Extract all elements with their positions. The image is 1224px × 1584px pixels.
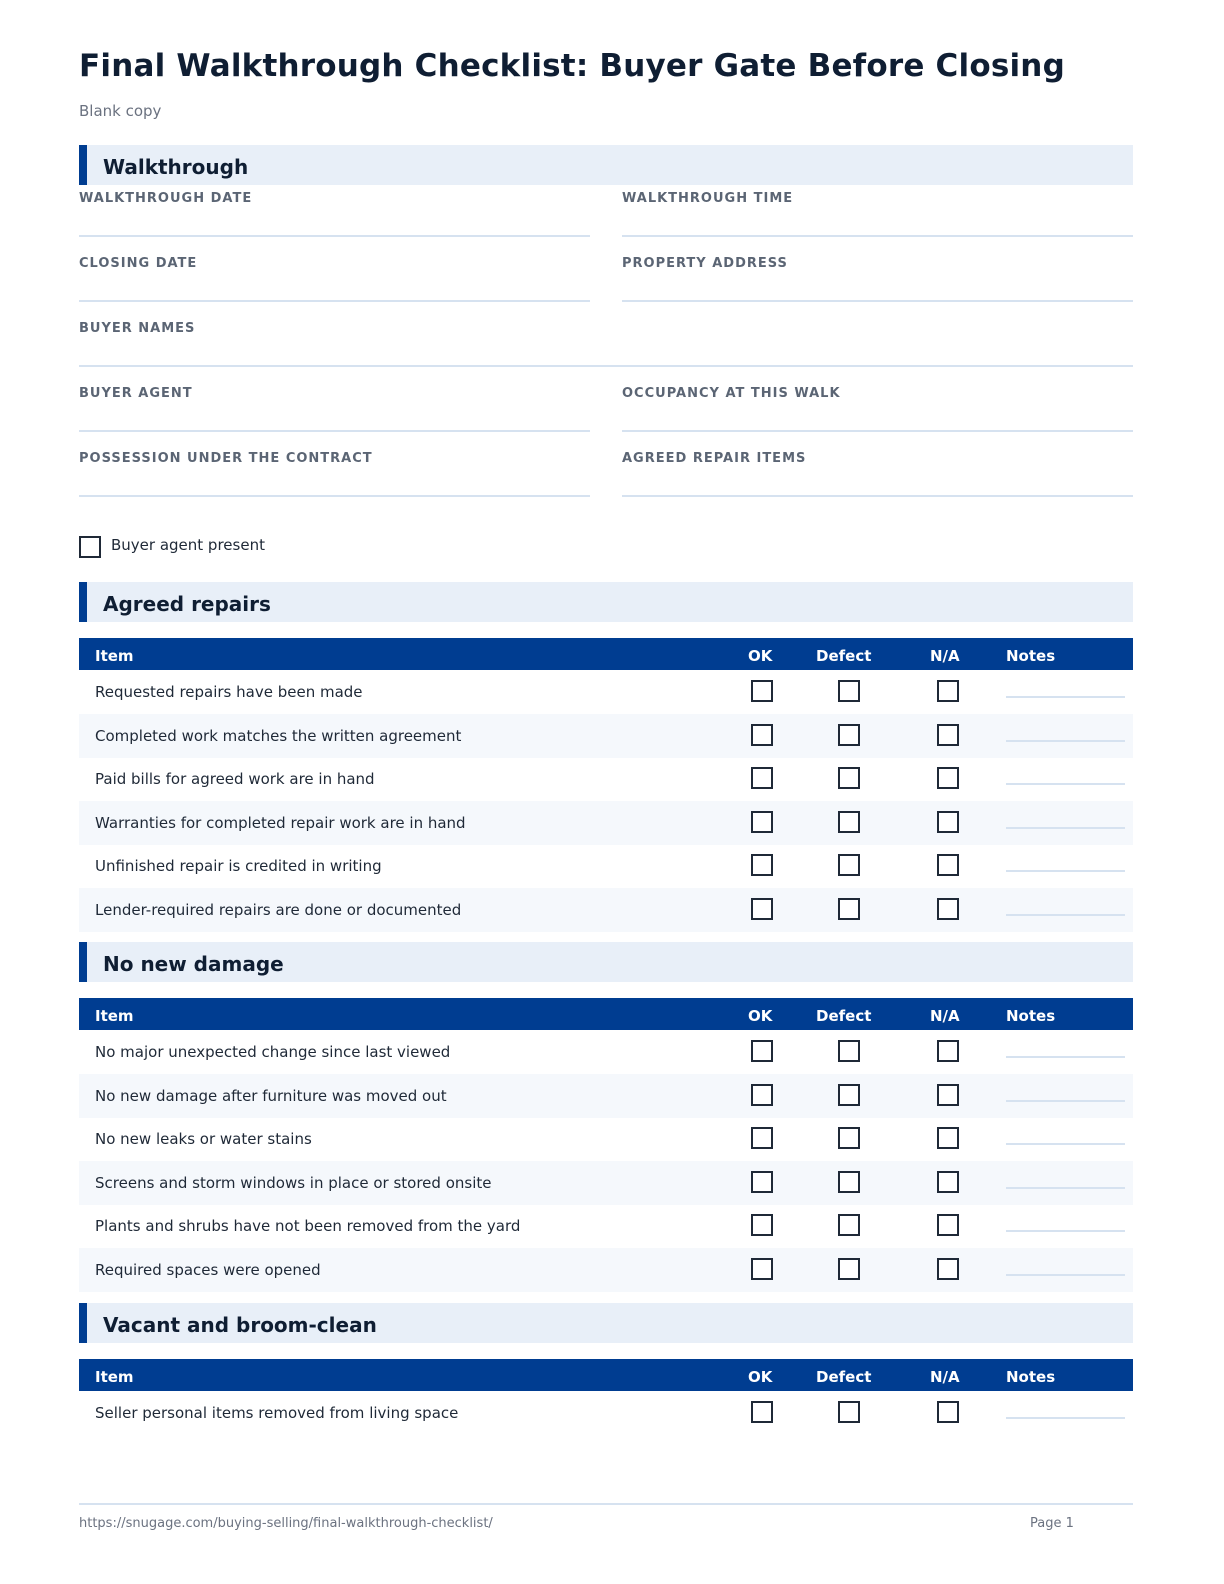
table-row bbox=[79, 1204, 1133, 1248]
na-checkbox[interactable] bbox=[937, 1214, 959, 1236]
defect-checkbox[interactable] bbox=[838, 1401, 860, 1423]
item-label: Requested repairs have been made bbox=[95, 683, 363, 701]
table-row bbox=[79, 1248, 1133, 1292]
ok-checkbox[interactable] bbox=[751, 767, 773, 789]
field-label: PROPERTY ADDRESS bbox=[622, 256, 788, 271]
item-label: Warranties for completed repair work are in hand bbox=[95, 813, 466, 832]
section-heading-label: Agreed repairs bbox=[103, 592, 271, 616]
buyer-agent-field[interactable] bbox=[79, 379, 590, 432]
na-checkbox[interactable] bbox=[937, 1401, 959, 1423]
item-label: Screens and storm windows in place or stored onsite bbox=[95, 1173, 492, 1192]
notes-field[interactable] bbox=[1006, 1274, 1125, 1276]
defect-checkbox[interactable] bbox=[838, 1040, 860, 1062]
na-checkbox[interactable] bbox=[937, 1127, 959, 1149]
notes-field[interactable] bbox=[1006, 914, 1125, 916]
col-notes-header: Notes bbox=[1006, 1007, 1056, 1025]
ok-checkbox[interactable] bbox=[751, 1127, 773, 1149]
field-label: WALKTHROUGH TIME bbox=[622, 191, 794, 206]
table-row bbox=[79, 714, 1133, 758]
defect-checkbox[interactable] bbox=[838, 680, 860, 702]
table-row bbox=[79, 1391, 1133, 1435]
ok-checkbox[interactable] bbox=[751, 1214, 773, 1236]
page-subtitle: Blank copy bbox=[79, 102, 162, 120]
item-label: No new leaks or water stains bbox=[95, 1130, 312, 1149]
field-label: OCCUPANCY AT THIS WALK bbox=[622, 386, 841, 401]
col-notes-header: Notes bbox=[1006, 1368, 1056, 1386]
notes-field[interactable] bbox=[1006, 1100, 1125, 1102]
defect-checkbox[interactable] bbox=[838, 1214, 860, 1236]
property-address-field[interactable] bbox=[622, 249, 1133, 302]
col-defect-header: Defect bbox=[816, 1368, 872, 1386]
walkthrough-time-field[interactable] bbox=[622, 184, 1133, 237]
item-label: Unfinished repair is credited in writing bbox=[95, 857, 382, 876]
item-label: Seller personal items removed from living space bbox=[95, 1404, 459, 1422]
field-label: AGREED REPAIR ITEMS bbox=[622, 451, 807, 466]
col-item-header: Item bbox=[95, 647, 134, 665]
footer-url: https://snugage.com/buying-selling/final-walkthrough-checklist/ bbox=[79, 1516, 493, 1531]
na-checkbox[interactable] bbox=[937, 1084, 959, 1106]
defect-checkbox[interactable] bbox=[838, 898, 860, 920]
field-label: CLOSING DATE bbox=[79, 256, 198, 271]
notes-field[interactable] bbox=[1006, 1417, 1125, 1419]
col-defect-header: Defect bbox=[816, 1007, 872, 1025]
item-label: Required spaces were opened bbox=[95, 1261, 321, 1279]
col-na-header: N/A bbox=[930, 1007, 960, 1025]
table-header bbox=[79, 1359, 1133, 1391]
item-label: Paid bills for agreed work are in hand bbox=[95, 770, 375, 789]
table-row bbox=[79, 1074, 1133, 1118]
ok-checkbox[interactable] bbox=[751, 854, 773, 876]
col-na-header: N/A bbox=[930, 1368, 960, 1386]
notes-field[interactable] bbox=[1006, 696, 1125, 698]
possession-field[interactable] bbox=[79, 444, 590, 497]
section-heading-agreed-repairs bbox=[79, 582, 1133, 622]
section-heading-no-new-damage bbox=[79, 942, 1133, 982]
na-checkbox[interactable] bbox=[937, 811, 959, 833]
col-na-header: N/A bbox=[930, 647, 960, 665]
col-notes-header: Notes bbox=[1006, 647, 1056, 665]
buyer-agent-present-label: Buyer agent present bbox=[111, 536, 265, 554]
notes-field[interactable] bbox=[1006, 1187, 1125, 1189]
item-label: Completed work matches the written agreement bbox=[95, 726, 462, 745]
col-item-header: Item bbox=[95, 1368, 134, 1386]
footer-divider bbox=[79, 1503, 1133, 1505]
field-label: BUYER AGENT bbox=[79, 386, 193, 401]
ok-checkbox[interactable] bbox=[751, 680, 773, 702]
notes-field[interactable] bbox=[1006, 1230, 1125, 1232]
ok-checkbox[interactable] bbox=[751, 1084, 773, 1106]
occupancy-field[interactable] bbox=[622, 379, 1133, 432]
agreed-repair-items-field[interactable] bbox=[622, 444, 1133, 497]
ok-checkbox[interactable] bbox=[751, 1401, 773, 1423]
col-ok-header: OK bbox=[748, 1368, 773, 1386]
notes-field[interactable] bbox=[1006, 1056, 1125, 1058]
ok-checkbox[interactable] bbox=[751, 898, 773, 920]
na-checkbox[interactable] bbox=[937, 1258, 959, 1280]
item-label: No major unexpected change since last viewed bbox=[95, 1043, 451, 1061]
table-row bbox=[79, 757, 1133, 801]
closing-date-field[interactable] bbox=[79, 249, 590, 302]
ok-checkbox[interactable] bbox=[751, 811, 773, 833]
defect-checkbox[interactable] bbox=[838, 854, 860, 876]
section-heading-label: No new damage bbox=[103, 952, 284, 976]
ok-checkbox[interactable] bbox=[751, 724, 773, 746]
defect-checkbox[interactable] bbox=[838, 1171, 860, 1193]
notes-field[interactable] bbox=[1006, 827, 1125, 829]
defect-checkbox[interactable] bbox=[838, 724, 860, 746]
ok-checkbox[interactable] bbox=[751, 1040, 773, 1062]
na-checkbox[interactable] bbox=[937, 680, 959, 702]
buyer-names-field[interactable] bbox=[79, 314, 1133, 367]
col-defect-header: Defect bbox=[816, 647, 872, 665]
table-row bbox=[79, 1161, 1133, 1205]
walkthrough-date-field[interactable] bbox=[79, 184, 590, 237]
buyer-agent-present-checkbox[interactable] bbox=[79, 536, 101, 558]
defect-checkbox[interactable] bbox=[838, 811, 860, 833]
table-row bbox=[79, 670, 1133, 714]
col-ok-header: OK bbox=[748, 1007, 773, 1025]
table-row bbox=[79, 844, 1133, 888]
ok-checkbox[interactable] bbox=[751, 1258, 773, 1280]
na-checkbox[interactable] bbox=[937, 767, 959, 789]
col-ok-header: OK bbox=[748, 647, 773, 665]
notes-field[interactable] bbox=[1006, 740, 1125, 742]
section-heading-walkthrough bbox=[79, 145, 1133, 185]
defect-checkbox[interactable] bbox=[838, 1127, 860, 1149]
table-row bbox=[79, 888, 1133, 932]
table-header bbox=[79, 998, 1133, 1030]
section-heading-label: Walkthrough bbox=[103, 155, 249, 179]
table-header bbox=[79, 638, 1133, 670]
field-label: BUYER NAMES bbox=[79, 321, 196, 336]
ok-checkbox[interactable] bbox=[751, 1171, 773, 1193]
field-label: POSSESSION UNDER THE CONTRACT bbox=[79, 451, 373, 466]
na-checkbox[interactable] bbox=[937, 898, 959, 920]
section-heading-label: Vacant and broom-clean bbox=[103, 1313, 377, 1337]
page-number: Page 1 bbox=[1030, 1516, 1074, 1531]
defect-checkbox[interactable] bbox=[838, 1258, 860, 1280]
na-checkbox[interactable] bbox=[937, 1040, 959, 1062]
na-checkbox[interactable] bbox=[937, 1171, 959, 1193]
notes-field[interactable] bbox=[1006, 1143, 1125, 1145]
table-row bbox=[79, 801, 1133, 845]
item-label: No new damage after furniture was moved out bbox=[95, 1086, 447, 1105]
field-label: WALKTHROUGH DATE bbox=[79, 191, 253, 206]
na-checkbox[interactable] bbox=[937, 854, 959, 876]
section-heading-vacant-and-broom-clean bbox=[79, 1303, 1133, 1343]
na-checkbox[interactable] bbox=[937, 724, 959, 746]
page-title: Final Walkthrough Checklist: Buyer Gate Before Closing bbox=[79, 48, 1065, 84]
defect-checkbox[interactable] bbox=[838, 1084, 860, 1106]
col-item-header: Item bbox=[95, 1007, 134, 1025]
item-label: Lender-required repairs are done or documented bbox=[95, 901, 462, 919]
notes-field[interactable] bbox=[1006, 783, 1125, 785]
notes-field[interactable] bbox=[1006, 870, 1125, 872]
defect-checkbox[interactable] bbox=[838, 767, 860, 789]
table-row bbox=[79, 1117, 1133, 1161]
item-label: Plants and shrubs have not been removed from the yard bbox=[95, 1217, 521, 1236]
table-row bbox=[79, 1030, 1133, 1074]
